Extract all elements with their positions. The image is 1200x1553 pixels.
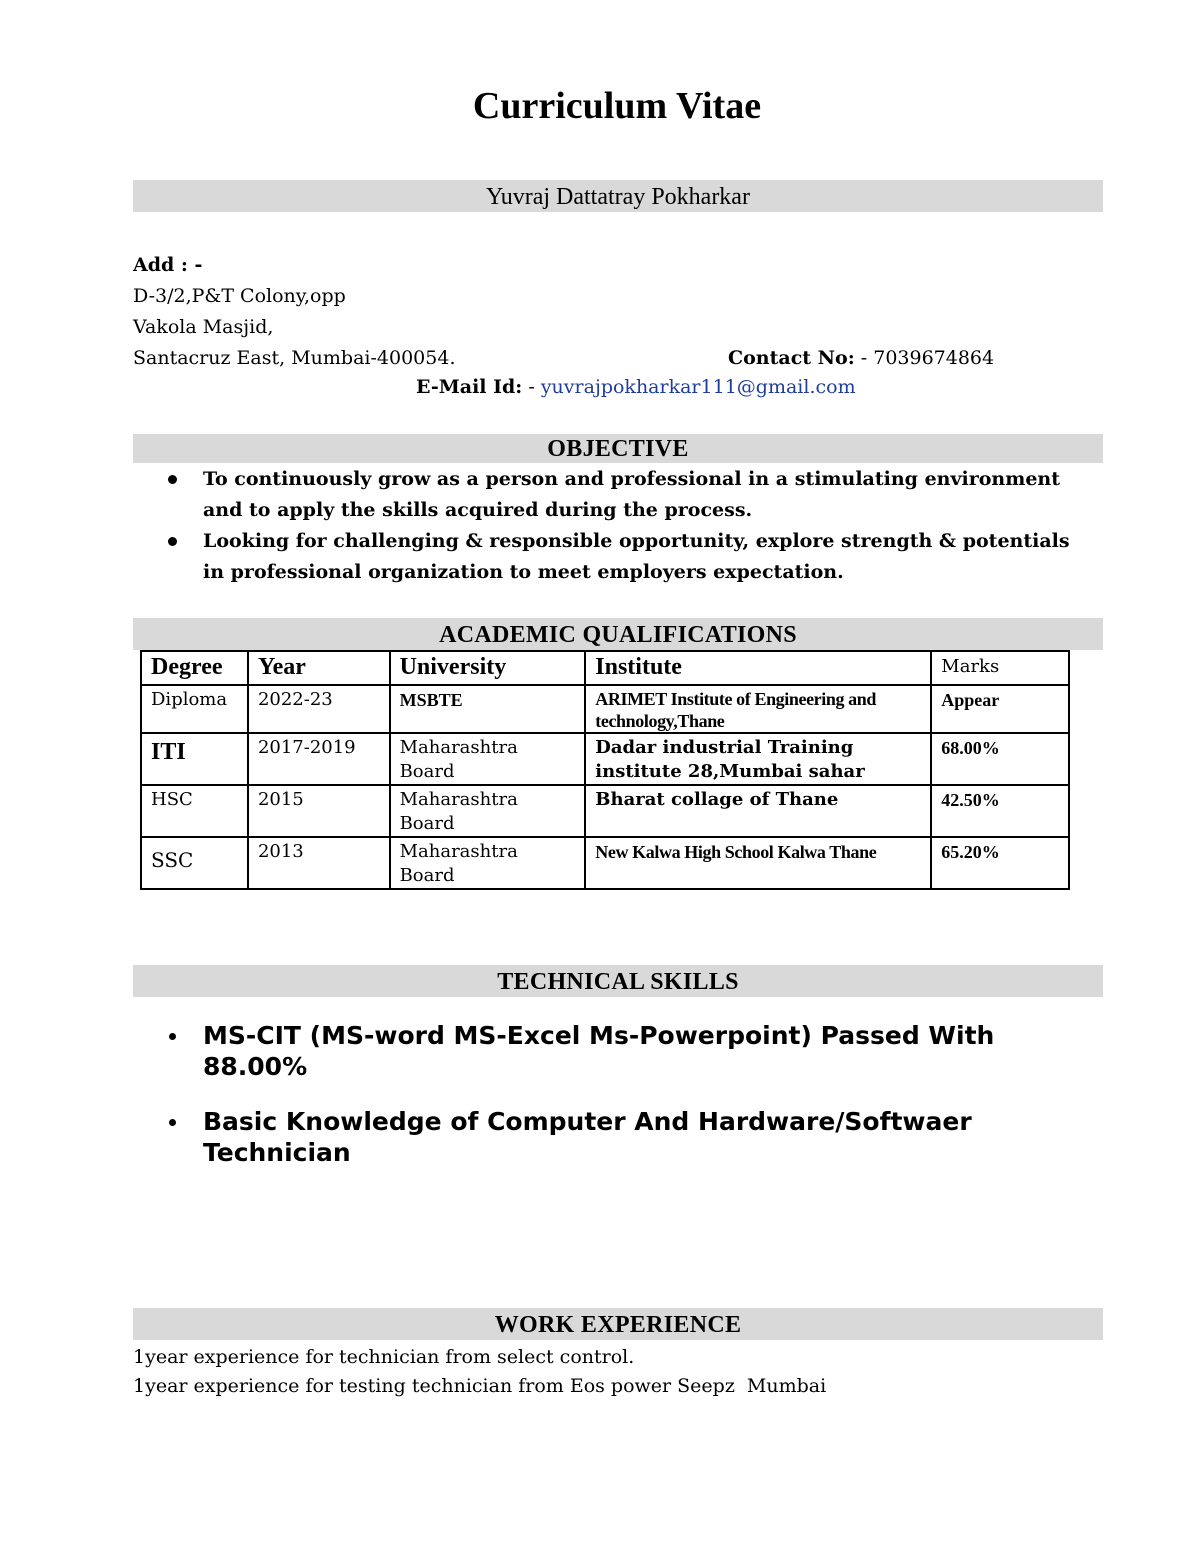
header-degree: Degree xyxy=(141,651,248,685)
cell-marks: Appear xyxy=(931,685,1069,733)
header-institute: Institute xyxy=(585,651,931,685)
address-line-1: D-3/2,P&T Colony,opp xyxy=(133,285,346,307)
contact-value: - 7039674864 xyxy=(860,347,995,369)
bullet-icon xyxy=(168,475,177,484)
address-line-3: Santacruz East, Mumbai-400054. xyxy=(133,347,456,369)
cell-institute: ARIMET Institute of Engineering and technology,Thane xyxy=(585,685,931,733)
table-row xyxy=(141,733,1069,785)
work-heading: WORK EXPERIENCE xyxy=(133,1308,1103,1340)
academic-heading: ACADEMIC QUALIFICATIONS xyxy=(133,618,1103,650)
work-line-2: 1year experience for testing technician from Eos power Seepz Mumbai xyxy=(133,1375,827,1397)
bullet-icon xyxy=(169,1119,176,1126)
table-row xyxy=(141,837,1069,889)
cell-degree: HSC xyxy=(141,785,248,837)
cell-institute: Dadar industrial Training institute 28,Mumbai sahar xyxy=(585,733,931,785)
cell-marks: 65.20% xyxy=(931,837,1069,889)
work-line-1: 1year experience for technician from select control. xyxy=(133,1346,635,1368)
header-marks: Marks xyxy=(931,651,1069,685)
cell-year: 2015 xyxy=(248,785,390,837)
header-year: Year xyxy=(248,651,390,685)
email-link[interactable]: yuvrajpokharkar111@gmail.com xyxy=(540,376,856,398)
table-header-row xyxy=(141,651,1069,685)
skill-item: MS-CIT (MS-word MS-Excel Ms-Powerpoint) Passed With 88.00% xyxy=(160,1020,1060,1082)
cell-institute: Bharat collage of Thane xyxy=(585,785,931,837)
cell-institute: New Kalwa High School Kalwa Thane xyxy=(585,837,931,889)
email-dash: - xyxy=(528,376,535,398)
bullet-icon xyxy=(168,537,177,546)
table-row xyxy=(141,785,1069,837)
address-line-2: Vakola Masjid, xyxy=(133,316,274,338)
cell-university: Maharashtra Board xyxy=(390,733,586,785)
cell-university: MSBTE xyxy=(390,685,586,733)
objective-item: To continuously grow as a person and professional in a stimulating environment and to apply the skills acquired during the process. xyxy=(160,464,1095,526)
objective-heading: OBJECTIVE xyxy=(133,434,1103,463)
contact-label: Contact No: xyxy=(728,347,855,369)
cell-marks: 42.50% xyxy=(931,785,1069,837)
skills-heading: TECHNICAL SKILLS xyxy=(133,965,1103,997)
cell-university: Maharashtra Board xyxy=(390,785,586,837)
skills-list xyxy=(160,1020,1060,1192)
bullet-icon xyxy=(169,1033,176,1040)
email-label: E-Mail Id: xyxy=(416,376,523,398)
document-title: Curriculum Vitae xyxy=(472,85,762,127)
contact-number xyxy=(728,347,994,369)
cell-degree: SSC xyxy=(141,837,248,889)
objective-item: Looking for challenging & responsible opportunity, explore strength & potentials in professional organization to meet employers expectation. xyxy=(160,526,1095,588)
header-university: University xyxy=(390,651,586,685)
table-row xyxy=(141,685,1069,733)
address-label: Add : - xyxy=(133,254,203,276)
email-row xyxy=(416,376,856,398)
name-banner: Yuvraj Dattatray Pokharkar xyxy=(133,180,1103,212)
cell-year: 2022-23 xyxy=(248,685,390,733)
cell-degree: ITI xyxy=(141,733,248,785)
cell-university: Maharashtra Board xyxy=(390,837,586,889)
objective-list xyxy=(160,464,1095,588)
cell-marks: 68.00% xyxy=(931,733,1069,785)
cell-year: 2013 xyxy=(248,837,390,889)
cell-year: 2017-2019 xyxy=(248,733,390,785)
cell-degree: Diploma xyxy=(141,685,248,733)
skill-item: Basic Knowledge of Computer And Hardware/Softwaer Technician xyxy=(160,1106,1060,1168)
qualifications-table xyxy=(140,650,1070,890)
